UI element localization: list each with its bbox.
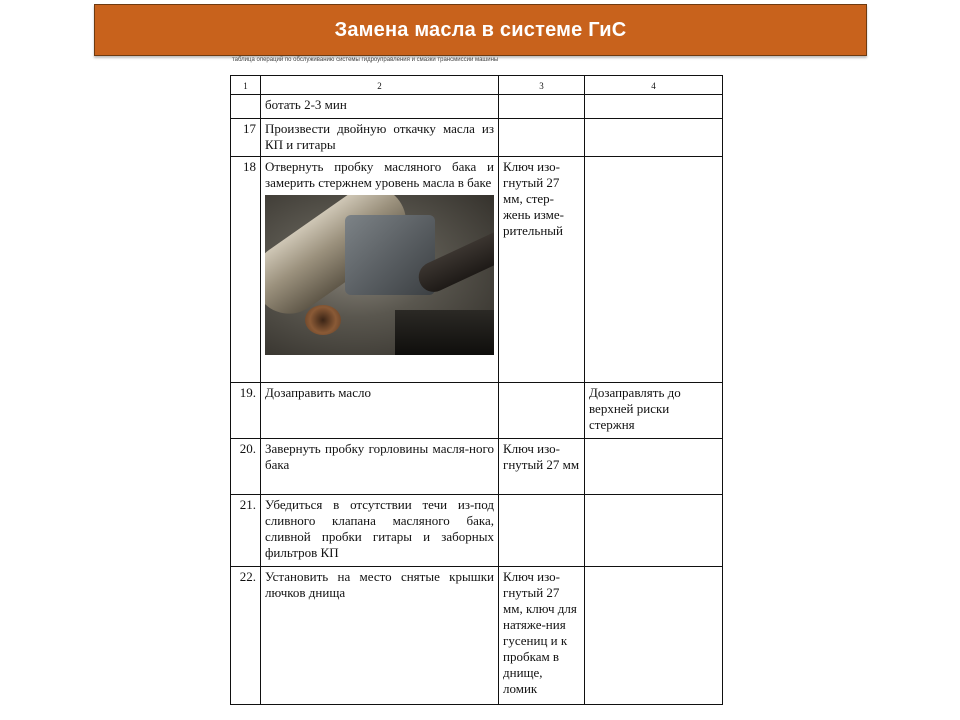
table-row <box>231 495 723 567</box>
step-number: 17 <box>231 119 261 157</box>
photo-shadow-shape <box>395 310 494 355</box>
operation-cell: Произвести двойную откачку масла из КП и гитары <box>261 119 499 157</box>
table-row <box>231 119 723 157</box>
operation-cell: Установить на место снятые крышки лючков днища <box>261 567 499 705</box>
operation-cell: Дозаправить масло <box>261 383 499 439</box>
notes-cell <box>585 567 723 705</box>
photo-plug-shape <box>305 305 341 335</box>
slide-title: Замена масла в системе ГиС <box>334 18 627 41</box>
notes-cell: Дозаправлять до верхней риски стержня <box>585 383 723 439</box>
tools-cell <box>499 383 585 439</box>
step-number: 22. <box>231 567 261 705</box>
step-number: 20. <box>231 439 261 495</box>
operation-cell: Убедиться в отсутствии течи из-под сливного клапана масляного бака, сливной пробки гитары и заборных фильтров КП <box>261 495 499 567</box>
notes-cell <box>585 439 723 495</box>
tools-cell: Ключ изо-гнутый 27 мм <box>499 439 585 495</box>
notes-cell <box>585 495 723 567</box>
slide-title-bar <box>94 4 867 56</box>
step-number: 18 <box>231 157 261 383</box>
table-header-row <box>231 76 723 95</box>
table-row <box>231 157 723 383</box>
tools-cell <box>499 495 585 567</box>
notes-cell <box>585 157 723 383</box>
tools-cell: Ключ изо-гнутый 27 мм, ключ для натяже-ния гусениц и к пробкам в днище, ломик <box>499 567 585 705</box>
operation-cell: ботать 2-3 мин <box>261 95 499 119</box>
column-header: 1 <box>231 76 261 95</box>
tools-cell <box>499 95 585 119</box>
column-header: 4 <box>585 76 723 95</box>
operation-text: Отвернуть пробку масляного бака и замерить стержнем уровень масла в баке <box>265 159 494 190</box>
tools-cell: Ключ изо-гнутый 27 мм, стер-жень изме-рительный <box>499 157 585 383</box>
notes-cell <box>585 119 723 157</box>
engine-photo <box>265 195 494 355</box>
operation-cell <box>261 157 499 383</box>
scanned-table-caption: таблица операций по обслуживанию системы гидроуправления и смазки трансмиссии машины <box>232 57 499 63</box>
step-number: 21. <box>231 495 261 567</box>
tools-cell <box>499 119 585 157</box>
table-row <box>231 567 723 705</box>
step-number: 19. <box>231 383 261 439</box>
notes-cell <box>585 95 723 119</box>
table-row <box>231 439 723 495</box>
table-row <box>231 95 723 119</box>
table-row <box>231 383 723 439</box>
step-number <box>231 95 261 119</box>
operation-cell: Завернуть пробку горловины масля-ного бака <box>261 439 499 495</box>
column-header: 3 <box>499 76 585 95</box>
procedure-table <box>230 75 723 705</box>
column-header: 2 <box>261 76 499 95</box>
